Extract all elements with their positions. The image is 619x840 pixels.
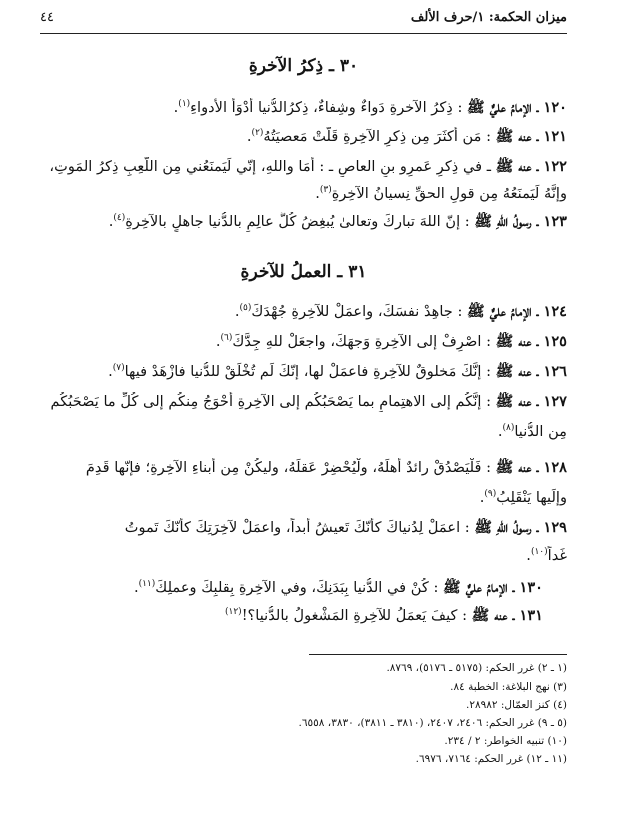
hadith-lead: ١٢٧ ـ عنه ﷺ — [495, 393, 567, 410]
hadith-text: : إنَّكَ مَخلوقٌ للآخِرةِ فاعمَلْ لها، إنّكَ لَم تُخْلَقْ للدُّنيا فازْهَدْ فيها — [124, 363, 496, 380]
hadith-end: . — [315, 185, 320, 202]
hadith-text: : اصْرِفْ إلى الآخِرةِ وَجهَكَ، واجعَلْ للهِ جِدَّكَ — [232, 333, 496, 350]
footnote: (١٠) تنبيه الخواطر: ٢ / ٢٣٤. — [444, 735, 567, 747]
hadith-line — [40, 578, 543, 598]
hadith-end: . — [108, 213, 114, 230]
hadith-line — [40, 302, 567, 322]
hadith-line — [40, 458, 567, 478]
hadith-line — [40, 98, 567, 118]
hadith-line — [40, 546, 567, 566]
page-number: ٤٤ — [40, 10, 54, 25]
footnote-ref: (٤) — [113, 213, 126, 224]
hadith-end: . — [526, 547, 531, 564]
footnote-ref: (١١) — [138, 579, 156, 590]
footnote-ref: (١) — [178, 99, 191, 110]
hadith-line — [40, 184, 567, 204]
hadith-end: . — [133, 579, 139, 596]
hadith-line — [40, 362, 567, 382]
hadith-text: : جاهِدْ نفسَكَ، واعمَلْ للآخِرةِ جُهْدَكَ — [251, 303, 468, 320]
running-title: ميزان الحكمة: ١/حرف الألف — [410, 10, 567, 25]
hadith-line — [40, 606, 543, 626]
hadith-end: . — [234, 303, 240, 320]
footnote-ref: (٩) — [484, 489, 497, 500]
hadith-text: مِن الدُّنيا — [514, 423, 567, 440]
hadith-text: : كيفَ يَعمَلُ للآخِرةِ المَشْغولُ بالدُّنيا؟! — [241, 607, 472, 624]
hadith-text: وإلَيها يَنْقَلِبُ — [496, 489, 567, 506]
hadith-text: : فَلْيَصْدُقْ رائدٌ أهلَهُ، ولْيُحْضِرْ عَقلَهُ، وليكُنْ مِن أبناءِ الآخِرةِ؛ فإنّها قَدِمَ — [85, 459, 496, 476]
hadith-line — [40, 332, 567, 352]
hadith-end: . — [173, 99, 179, 116]
hadith-line — [40, 212, 567, 232]
page-header — [40, 8, 567, 32]
footnote: (٤) كنز العمّال: ٢٨٩٨٢. — [466, 699, 567, 711]
footnote: (٣) نهج البلاغة: الخطبة ٨٤. — [450, 681, 567, 693]
footnote: (٥ ـ ٩) غرر الحكم: ٢٤٠٦، ٢٤٠٧، (٣٨١٠ ـ ٣٨١١)، ٣٨٣٠، ٦٥٥٨. — [298, 717, 567, 729]
hadith-lead: ١٣٠ ـ الإمامُ عليٌّ ﷺ — [443, 579, 543, 596]
footnote: (١١ ـ ١٢) غرر الحكم: ٧١٦٤، ٦٩٧٦. — [415, 753, 567, 765]
hadith-end: . — [479, 489, 485, 506]
hadith-text: : إنَّكُم إلى الاهتِمامِ بما يَصْحَبُكُم إلى الآخِرةِ أحْوَجُ مِنكُم إلى كُلِّ ما يَصْحَبُكُم — [50, 393, 496, 410]
footnote-ref: (٣) — [319, 185, 332, 196]
hadith-line — [40, 518, 567, 538]
hadith-line — [40, 157, 567, 177]
hadith-line — [40, 392, 567, 412]
hadith-end: . — [215, 333, 221, 350]
hadith-lead: ١٣١ ـ عنه ﷺ — [471, 607, 543, 624]
hadith-text: غَداً — [547, 547, 567, 564]
hadith-lead: ١٢٩ ـ رسولُ اللهِ ﷺ — [474, 519, 567, 536]
footnote-ref: (٦) — [220, 333, 233, 344]
hadith-text: وإنَّهُ لَيَمنَعُهُ مِن قولِ الحقِّ نِسيانُ الآخِرةِ — [331, 185, 567, 202]
hadith-text: : ذِكرُ الآخرةِ دَواءٌ وشِفاءٌ، ذِكرُالدُّنيا أدْوَأُ الأدواءِ — [190, 99, 468, 116]
footnote-ref: (١٠) — [530, 547, 548, 558]
hadith-text: : مَن أكثَرَ مِن ذِكرِ الآخِرةِ قَلَّتْ مَعصيَتُهُ — [263, 128, 496, 145]
hadith-end: . — [246, 128, 252, 145]
footnote-ref: (٥) — [239, 303, 252, 314]
hadith-text: : كُنْ في الدُّنيا بِبَدَنِكَ، وفي الآخِرةِ بِقلبِكَ وعملِكَ — [155, 579, 444, 596]
hadith-lead: ١٢٣ ـ رسولُ اللهِ ﷺ — [474, 213, 567, 230]
hadith-text: : إنّ اللهَ تباركَ وتعالىٰ يُبغِضُ كُلَّ عالِمٍ بالدُّنيا جاهلٍ بالآخِرةِ — [125, 213, 475, 230]
hadith-lead: ١٢١ ـ عنه ﷺ — [495, 128, 567, 145]
hadith-text: ـ في ذِكرِ عَمرِو بنِ العاصِ ـ : أمَا واللهِ، إنّي لَيَمنَعُني مِن اللَّعِبِ ذِكرُ المَوتِ، — [49, 158, 496, 175]
header-divider — [40, 33, 567, 34]
hadith-end: . — [497, 423, 503, 440]
hadith-end: . — [108, 363, 113, 380]
hadith-lead: ١٢٦ ـ عنه ﷺ — [495, 363, 567, 380]
footnote-ref: (٢) — [251, 128, 264, 139]
footnote: (١ ـ ٢) غرر الحكم: (٥١٧٥ ـ ٥١٧٦)، ٨٧٦٩. — [386, 662, 567, 674]
hadith-line — [40, 127, 567, 147]
footnote-ref: (٧) — [112, 363, 125, 374]
hadith-lead: ١٢٠ ـ الإمامُ عليٌّ ﷺ — [467, 99, 567, 116]
footnote-ref: (٨) — [502, 423, 515, 434]
footnote-divider — [309, 654, 567, 655]
section-heading: ٣٠ ـ ذِكرُ الآخرةِ — [248, 56, 359, 76]
footnote-ref: (١٢) — [224, 607, 242, 618]
hadith-line — [40, 488, 567, 508]
section-heading: ٣١ ـ العملُ للآخرةِ — [240, 262, 367, 282]
hadith-lead: ١٢٥ ـ عنه ﷺ — [495, 333, 567, 350]
hadith-line — [40, 422, 567, 442]
hadith-lead: ١٢٤ ـ الإمامُ عليٌّ ﷺ — [467, 303, 567, 320]
hadith-lead: ١٢٢ ـ عنه ﷺ — [495, 158, 567, 175]
hadith-lead: ١٢٨ ـ عنه ﷺ — [495, 459, 567, 476]
hadith-text: : اعمَلْ لِدُنياكَ كأنّكَ تَعيشُ أبداً، واعمَلْ لآخِرَتِكَ كأنّكَ تَموتُ — [124, 519, 475, 536]
